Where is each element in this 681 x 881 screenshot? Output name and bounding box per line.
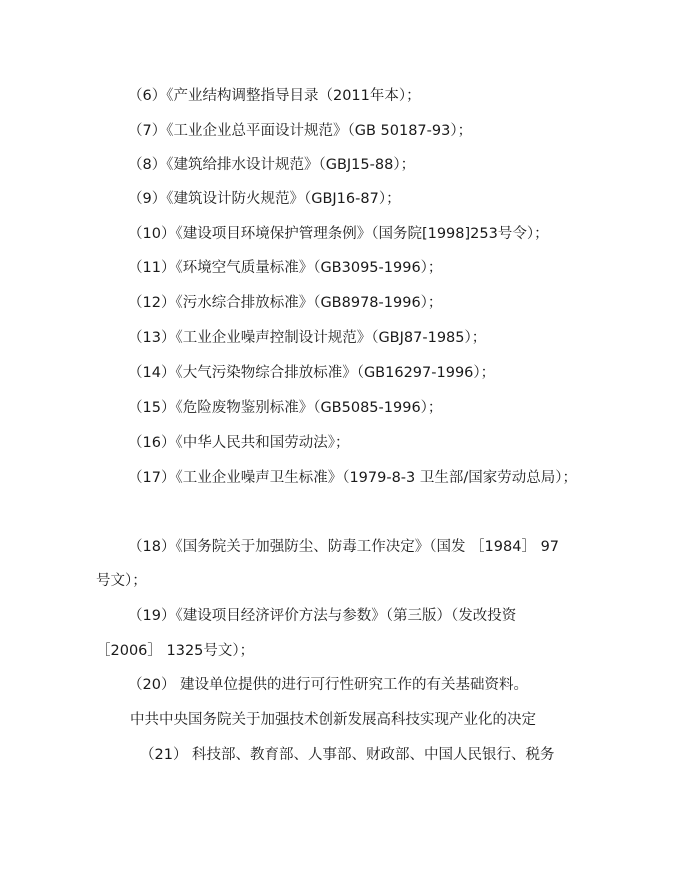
reference-item-10: （10）《建设项目环境保护管理条例》（国务院[1998]253号令）； [128,226,549,242]
reference-item-11: （11）《环境空气质量标准》（GB3095-1996）； [128,260,443,276]
reference-item-16: （16）《中华人民共和国劳动法》； [128,435,350,451]
reference-item-13: （13）《工业企业噪声控制设计规范》（GBJ87-1985）； [128,330,487,346]
reference-item-20: （20） 建设单位提供的进行可行性研究工作的有关基础资料。 [128,677,529,693]
reference-item-18-cont: 号文）； [96,573,147,589]
reference-item-7: （7）《工业企业总平面设计规范》（GB 50187-93）； [128,123,473,139]
reference-item-8: （8）《建筑给排水设计规范》（GBJ15-88）； [128,157,416,173]
reference-item-12: （12）《污水综合排放标准》（GB8978-1996）； [128,295,443,311]
reference-item-21: （21） 科技部、教育部、人事部、财政部、中国人民银行、税务 [140,747,555,763]
reference-item-15: （15）《危险废物鉴别标准》（GB5085-1996）； [128,400,443,416]
reference-item-6: （6）《产业结构调整指导目录（2011年本）； [128,88,421,104]
reference-item-18: （18）《国务院关于加强防尘、防毒工作决定》（国发 ［1984］ 97 [128,539,560,555]
reference-item-19: （19）《建设项目经济评价方法与参数》（第三版）（发改投资 [128,608,517,624]
reference-item-17: （17）《工业企业噪声卫生标准》（1979-8-3 卫生部/国家劳动总局）； [128,470,578,486]
reference-item-14: （14）《大气污染物综合排放标准》（GB16297-1996）； [128,365,496,381]
decision-heading: 中共中央国务院关于加强技术创新发展高科技实现产业化的决定 [130,712,536,728]
reference-item-9: （9）《建筑设计防火规范》（GBJ16-87）； [128,191,401,207]
reference-item-19-cont: ［2006］ 1325号文）； [96,643,255,659]
